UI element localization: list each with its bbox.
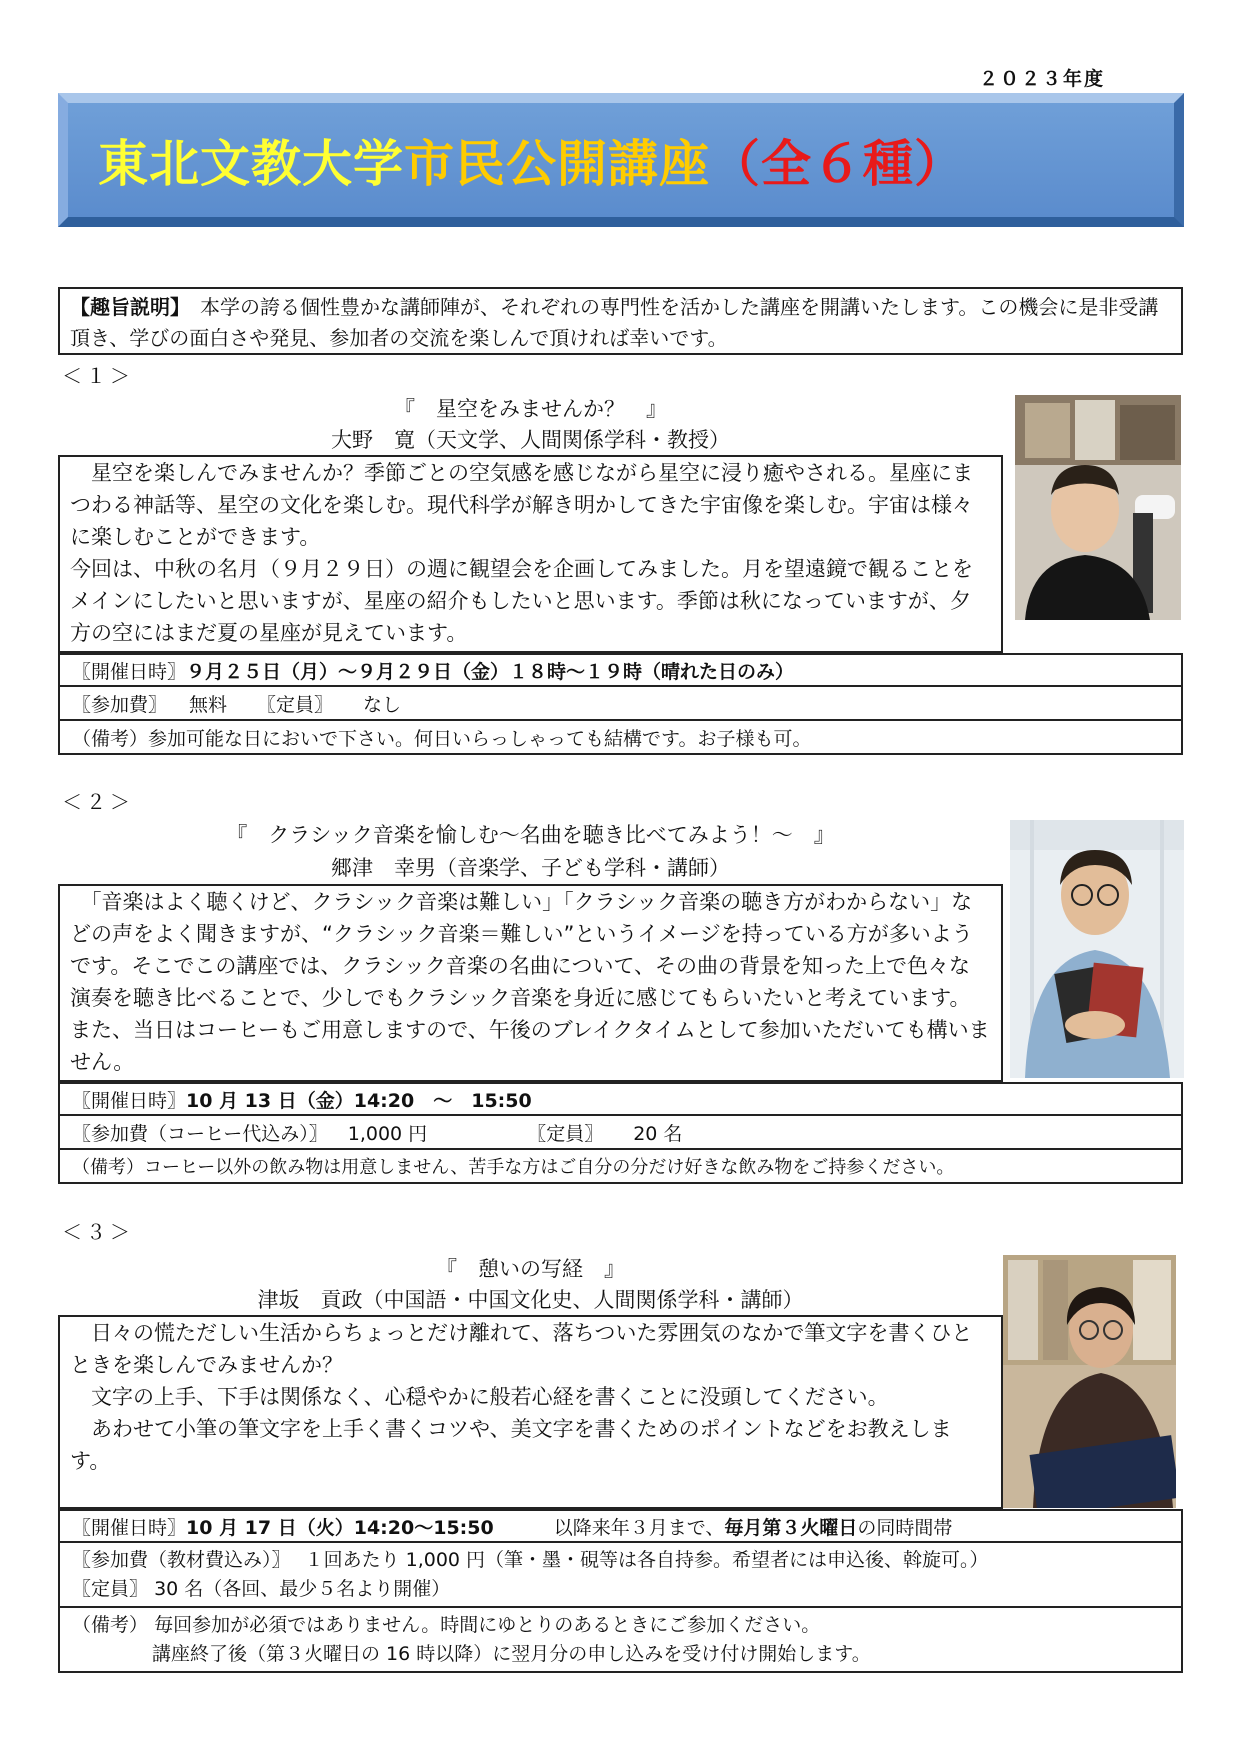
course1-number: ＜１＞ [62, 364, 134, 388]
course1-note-value: 参加可能な日においで下さい。何日いらっしゃっても結構です。お子様も可。 [148, 727, 812, 750]
course3-note-row2: 講座終了後（第３火曜日の 16 時以降）に翌月分の申し込みを受け付け開始します。 [152, 1643, 871, 1665]
course3-note-box [58, 1608, 1183, 1673]
course3-datetime-value: 10 月 17 日（火）14:20～15:50 [186, 1516, 494, 1539]
course1-datetime-row [58, 653, 1183, 687]
course3-note-value1: 毎回参加が必須ではありません。時間にゆとりのあるときにご参加ください。 [154, 1614, 821, 1636]
course3-description [58, 1315, 1003, 1509]
course1-capacity-value: なし [363, 693, 402, 716]
course2-number: ＜２＞ [62, 790, 134, 814]
course3-capacity-label: 〖定員〗 [72, 1578, 149, 1600]
course3-note-row1 [72, 1611, 1169, 1640]
course2-note-value: コーヒー以外の飲み物は用意しません、苦手な方はご自分の分だけ好きな飲み物をご持参ください。 [144, 1157, 955, 1178]
course1-lecturer: 大野 寛（天文学、人間関係学科・教授） [331, 428, 730, 452]
banner-count: （全６種） [710, 135, 965, 193]
course3-datetime-extra1: 以降来年３月まで、 [553, 1516, 725, 1539]
course3-capacity-value: 30 名（各回、最少５名より開催） [154, 1578, 451, 1600]
course3-datetime-extra3: の同時間帯 [857, 1516, 953, 1539]
course1-datetime-label: 〖開催日時〗 [72, 660, 187, 683]
course1-title: 『 星空をみませんか？ 』 [394, 397, 667, 421]
intro-text: 本学の誇る個性豊かな講師陣が、それぞれの専門性を活かした講座を開講いたします。この機会に是非受講頂き、学びの面白さや発見、参加者の交流を楽しんで頂ければ幸いです。 [70, 295, 1159, 350]
course2-datetime-value: 10 月 13 日（金）14:20 ～ 15:50 [186, 1089, 532, 1112]
course2-description [58, 884, 1003, 1082]
course1-datetime-value: ９月２５日（月）～９月２９日（金）１８時～１９時（晴れた日のみ） [186, 660, 795, 683]
course2-capacity-label: 〖定員〗 [527, 1122, 604, 1145]
course2-note-label: （備考） [72, 1157, 144, 1178]
course3-desc-p1: 日々の慌ただしい生活からちょっとだけ離れて、落ちついた雰囲気のなかで筆文字を書くひとときを楽しんでみませんか？ [70, 1321, 973, 1377]
course1-desc-p2: 今回は、中秋の名月（９月２９日）の週に観望会を企画してみました。月を望遠鏡で観ることをメインにしたいと思いますが、星座の紹介もしたいと思います。季節は秋になっていますが、夕方の空にはまだ夏の星座が見えています。 [70, 557, 973, 645]
course2-lecturer-photo [1010, 820, 1184, 1078]
course3-datetime-row [58, 1509, 1183, 1543]
course3-note-label: （備考） [72, 1614, 149, 1636]
banner-university: 東北文教大学 [98, 135, 404, 193]
course1-fee-row [58, 687, 1183, 721]
course2-note-row [58, 1150, 1183, 1184]
course1-note-label: （備考） [72, 727, 149, 750]
intro-box [58, 287, 1183, 355]
course2-desc-p1: 「音楽はよく聴くけど、クラシック音楽は難しい」「クラシック音楽の聴き方がわからない」などの声をよく聞きますが、“クラシック音楽＝難しい”というイメージを持っている方が多いようです。そこでこの講座では、クラシック音楽の名曲について、その曲の背景を知った上で色々な演奏を聴き比べることで、少しでもクラシック音楽を身近に感じてもらいたいと考えています。また、当日はコーヒーもご用意しますので、午後のブレイクタイムとして参加いただいても構いません。 [70, 890, 990, 1074]
course1-fee-value: 無料 [189, 693, 228, 716]
banner-lecture: 市民公開講座 [404, 135, 710, 193]
course2-capacity-value: 20 名 [633, 1122, 683, 1145]
course1-lecturer-photo [1015, 395, 1181, 620]
course2-datetime-label: 〖開催日時〗 [72, 1089, 187, 1112]
course1-capacity-label: 〖定員〗 [257, 693, 334, 716]
course3-fee-box [58, 1543, 1183, 1608]
course3-datetime-label: 〖開催日時〗 [72, 1516, 187, 1539]
title-banner [58, 93, 1184, 227]
course3-capacity-row [72, 1575, 1169, 1604]
course3-number: ＜３＞ [62, 1220, 134, 1244]
course2-lecturer: 郷津 幸男（音楽学、子ども学科・講師） [331, 856, 730, 880]
course1-desc-p1: 星空を楽しんでみませんか？季節ごとの空気感を感じながら星空に浸り癒やされる。星座にまつわる神話等、星空の文化を楽しむ。現代科学が解き明かしてきた宇宙像を楽しむ。宇宙は様々に楽しむことができます。 [70, 461, 973, 549]
course3-lecturer: 津坂 貢政（中国語・中国文化史、人間関係学科・講師） [257, 1288, 804, 1312]
course2-fee-row [58, 1116, 1183, 1150]
course3-datetime-extra2: 毎月第３火曜日 [724, 1516, 858, 1539]
course3-fee-value: １回あたり 1,000 円（筆・墨・硯等は各自持参。希望者には申込後、斡旋可。） [304, 1549, 989, 1571]
fiscal-year: ２０２３年度 [978, 68, 1105, 90]
course3-lecturer-photo [1003, 1255, 1176, 1508]
course3-fee-label: 〖参加費（教材費込み）〗 [72, 1549, 291, 1571]
intro-label: 【趣旨説明】 [70, 295, 180, 319]
course1-fee-label: 〖参加費〗 [72, 693, 168, 716]
course3-desc-p3: あわせて小筆の筆文字を上手く書くコツや、美文字を書くためのポイントなどをお教えします。 [70, 1417, 952, 1473]
course2-fee-value: 1,000 円 [347, 1122, 428, 1145]
course2-datetime-row [58, 1082, 1183, 1116]
course1-note-row [58, 721, 1183, 755]
course2-title: 『 クラシック音楽を愉しむ～名曲を聴き比べてみよう！～ 』 [226, 823, 835, 847]
course3-desc-p2: 文字の上手、下手は関係なく、心穏やかに般若心経を書くことに没頭してください。 [70, 1385, 889, 1409]
course3-title: 『 憩いの写経 』 [436, 1257, 625, 1281]
course2-fee-label: 〖参加費（コーヒー代込み）〗 [72, 1122, 328, 1145]
course1-description [58, 455, 1003, 653]
course3-fee-row [72, 1546, 1169, 1575]
